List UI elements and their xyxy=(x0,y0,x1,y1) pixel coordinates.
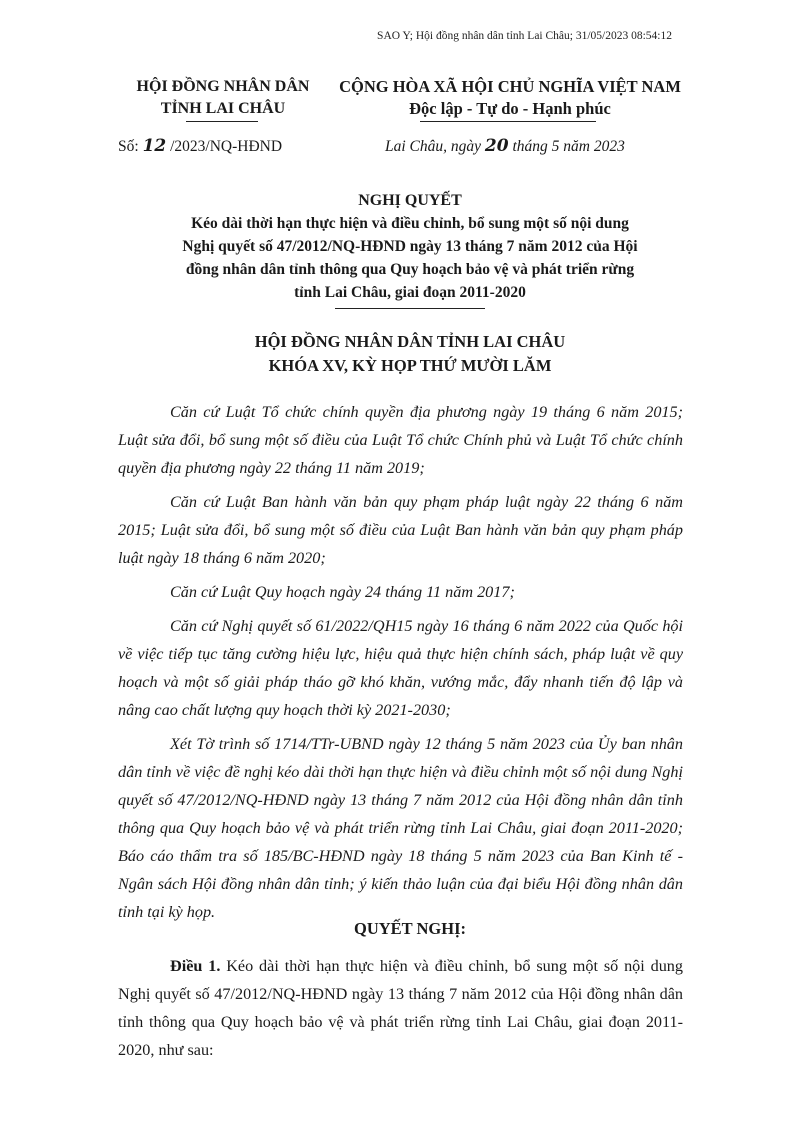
title-line-3: đồng nhân dân tỉnh thông qua Quy hoạch bảo vệ và phát triển rừng xyxy=(185,261,635,278)
authority-line-2: TỈNH LAI CHÂU xyxy=(160,100,286,117)
decide-heading: QUYẾT NGHỊ: xyxy=(353,919,466,938)
place-date-prefix: Lai Châu, ngày xyxy=(385,138,482,155)
number-prefix: Số: xyxy=(118,138,139,155)
doc-type: NGHỊ QUYẾT xyxy=(358,192,462,209)
article-1-label: Điều 1. xyxy=(170,957,221,975)
document-number xyxy=(118,136,282,156)
article-1-text: Kéo dài thời hạn thực hiện và điều chỉnh, bổ sung một số nội dung Nghị quyết số 47/2012/NQ-HĐND ngày 13 tháng 7 năm 2012 của Hội đồng nhân dân tỉnh thông qua Quy hoạch bảo vệ và phát triển rừng tỉnh Lai Châu, giai đoạn 2011-2020, như sau: xyxy=(118,957,683,1059)
article-1 xyxy=(118,952,683,1064)
resolution-title xyxy=(100,190,720,309)
national-motto: Độc lập - Tự do - Hạnh phúc xyxy=(409,99,611,118)
handwritten-day: 20 xyxy=(484,136,509,156)
council-heading xyxy=(100,330,720,378)
motto-underline xyxy=(420,121,596,122)
issuing-authority xyxy=(108,76,338,120)
title-underline xyxy=(335,308,485,309)
preamble-paragraph: Căn cứ Luật Quy hoạch ngày 24 tháng 11 năm 2017; xyxy=(170,583,515,601)
place-date xyxy=(385,136,625,156)
authority-line-1: HỘI ĐỒNG NHÂN DÂN xyxy=(136,78,310,95)
council-line-2: KHÓA XV, KỲ HỌP THỨ MƯỜI LĂM xyxy=(268,356,552,375)
preamble-paragraph: Xét Tờ trình số 1714/TTr-UBND ngày 12 tháng 5 năm 2023 của Ủy ban nhân dân tỉnh về việc đề nghị kéo dài thời hạn thực hiện và điều chỉnh một số nội dung Nghị quyết số 47/2012/NQ-HĐND ngày 13 tháng 7 năm 2012 của Hội đồng nhân dân tỉnh thông qua Quy hoạch bảo vệ và phát triển rừng tỉnh Lai Châu, giai đoạn 2011-2020; Báo cáo thẩm tra số 185/BC-HĐND ngày 18 tháng 5 năm 2023 của Ban Kinh tế - Ngân sách Hội đồng nhân dân tỉnh; ý kiến thảo luận của đại biểu Hội đồng nhân dân tỉnh tại kỳ họp. xyxy=(118,735,683,921)
authority-underline xyxy=(186,121,258,122)
copy-stamp: SAO Y; Hội đồng nhân dân tỉnh Lai Châu; 31/05/2023 08:54:12 xyxy=(377,30,672,42)
number-suffix: /2023/NQ-HĐND xyxy=(170,138,283,155)
article-1-paragraph xyxy=(118,952,683,1064)
preamble-paragraph: Căn cứ Luật Tổ chức chính quyền địa phương ngày 19 tháng 6 năm 2015; Luật sửa đổi, bổ sung một số điều của Luật Tổ chức Chính phủ và Luật Tổ chức chính quyền địa phương ngày 22 tháng 11 năm 2019; xyxy=(118,403,683,477)
national-heading xyxy=(338,76,682,120)
national-title: CỘNG HÒA XÃ HỘI CHỦ NGHĨA VIỆT NAM xyxy=(339,77,681,96)
preamble xyxy=(118,398,683,932)
title-line-4: tỉnh Lai Châu, giai đoạn 2011-2020 xyxy=(294,284,526,301)
title-line-1: Kéo dài thời hạn thực hiện và điều chỉnh, bổ sung một số nội dung xyxy=(191,215,629,232)
place-date-suffix: tháng 5 năm 2023 xyxy=(512,138,625,155)
handwritten-number: 12 xyxy=(142,136,167,156)
council-line-1: HỘI ĐỒNG NHÂN DÂN TỈNH LAI CHÂU xyxy=(254,332,566,351)
preamble-paragraph: Căn cứ Luật Ban hành văn bản quy phạm pháp luật ngày 22 tháng 6 năm 2015; Luật sửa đổi, bổ sung một số điều của Luật Ban hành văn bản quy phạm pháp luật ngày 18 tháng 6 năm 2020; xyxy=(118,493,683,567)
title-line-2: Nghị quyết số 47/2012/NQ-HĐND ngày 13 tháng 7 năm 2012 của Hội xyxy=(182,238,638,255)
preamble-paragraph: Căn cứ Nghị quyết số 61/2022/QH15 ngày 16 tháng 6 năm 2022 của Quốc hội về việc tiếp tục tăng cường hiệu lực, hiệu quả thực hiện chính sách, pháp luật về quy hoạch và một số giải pháp tháo gỡ khó khăn, vướng mắc, đẩy nhanh tiến độ lập và nâng cao chất lượng quy hoạch thời kỳ 2021-2030; xyxy=(118,617,683,719)
